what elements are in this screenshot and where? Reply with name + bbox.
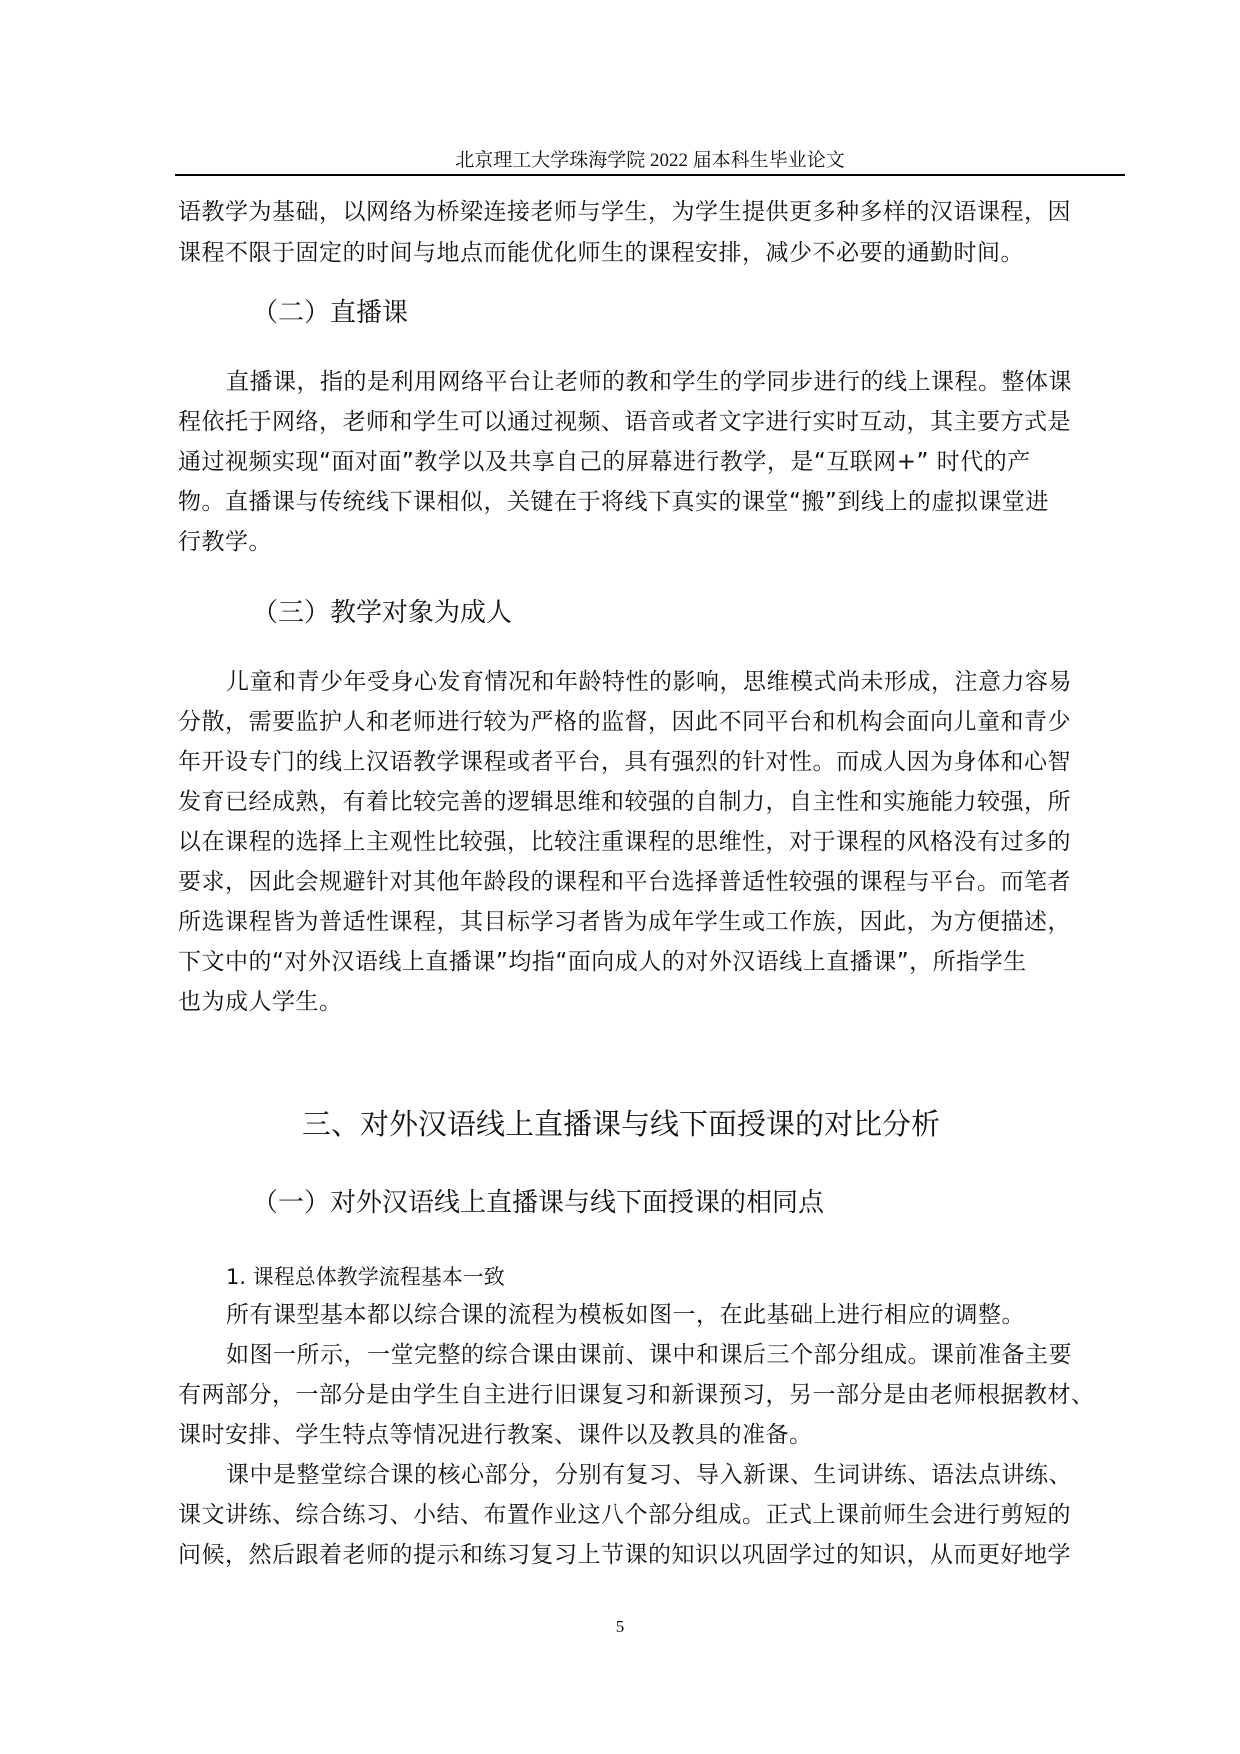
body-line: 语教学为基础，以网络为桥梁连接老师与学生，为学生提供更多种多样的汉语课程，因 <box>178 199 1071 225</box>
body-line: 下文中的“对外汉语线上直播课”均指“面向成人的对外汉语线上直播课”，所指学生 <box>178 949 1027 975</box>
body-line: 问候，然后跟着老师的提示和练习复习上节课的知识以巩固学过的知识，从而更好地学 <box>178 1542 1071 1568</box>
body-line: 课文讲练、综合练习、小结、布置作业这八个部分组成。正式上课前师生会进行剪短的 <box>178 1502 1071 1528</box>
body-line: 直播课，指的是利用网络平台让老师的教和学生的学同步进行的线上课程。整体课 <box>226 369 1072 395</box>
section-heading-adult-learners: （三）教学对象为成人 <box>252 598 513 628</box>
header-rule <box>175 174 1125 176</box>
body-line: 行教学。 <box>178 529 272 555</box>
item-heading: 1. 课程总体教学流程基本一致 <box>226 1265 505 1289</box>
page-number: 5 <box>615 1617 625 1636</box>
chapter-heading: 三、对外汉语线上直播课与线下面授课的对比分析 <box>302 1107 941 1141</box>
body-line: 有两部分，一部分是由学生自主进行旧课复习和新课预习，另一部分是由老师根据教材、 <box>178 1382 1095 1408</box>
body-line: 也为成人学生。 <box>178 989 343 1015</box>
body-line: 课时安排、学生特点等情况进行教案、课件以及教具的准备。 <box>178 1422 813 1448</box>
body-line: 物。直播课与传统线下课相似，关键在于将线下真实的课堂“搬”到线上的虚拟课堂进 <box>178 489 1049 515</box>
body-line: 课中是整堂综合课的核心部分，分别有复习、导入新课、生词讲练、语法点讲练、 <box>226 1462 1072 1488</box>
section-heading-live-class: （二）直播课 <box>252 298 409 328</box>
body-line: 程依托于网络，老师和学生可以通过视频、语音或者文字进行实时互动，其主要方式是 <box>178 409 1071 435</box>
body-line: 以在课程的选择上主观性比较强，比较注重课程的思维性，对于课程的风格没有过多的 <box>178 829 1071 855</box>
body-line: 所选课程皆为普适性课程，其目标学习者皆为成年学生或工作族，因此，为方便描述， <box>178 909 1071 935</box>
body-line: 如图一所示，一堂完整的综合课由课前、课中和课后三个部分组成。课前准备主要 <box>226 1342 1072 1368</box>
body-line: 课程不限于固定的时间与地点而能优化师生的课程安排，减少不必要的通勤时间。 <box>178 240 1024 266</box>
section-heading-similarities: （一）对外汉语线上直播课与线下面授课的相同点 <box>252 1188 825 1218</box>
page-header: 北京理工大学珠海学院 2022 届本科生毕业论文 <box>455 150 845 171</box>
body-line: 儿童和青少年受身心发育情况和年龄特性的影响，思维模式尚未形成，注意力容易 <box>226 669 1072 695</box>
body-line: 所有课型基本都以综合课的流程为模板如图一，在此基础上进行相应的调整。 <box>226 1302 1025 1328</box>
body-line: 发育已经成熟，有着比较完善的逻辑思维和较强的自制力，自主性和实施能力较强，所 <box>178 789 1071 815</box>
body-line: 分散，需要监护人和老师进行较为严格的监督，因此不同平台和机构会面向儿童和青少 <box>178 709 1071 735</box>
body-line: 通过视频实现“面对面”教学以及共享自己的屏幕进行教学，是“互联网+” 时代的产 <box>178 449 1031 475</box>
body-line: 年开设专门的线上汉语教学课程或者平台，具有强烈的针对性。而成人因为身体和心智 <box>178 749 1071 775</box>
body-line: 要求，因此会规避针对其他年龄段的课程和平台选择普适性较强的课程与平台。而笔者 <box>178 869 1071 895</box>
